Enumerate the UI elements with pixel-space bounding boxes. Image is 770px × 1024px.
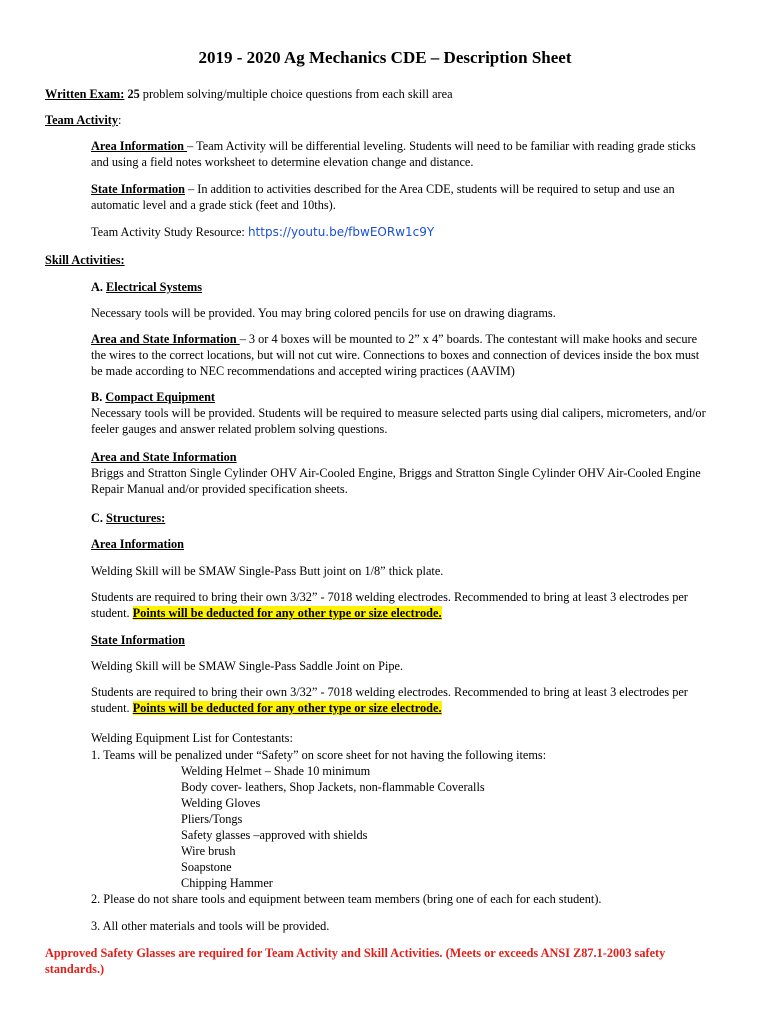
structures-area-req: Students are required to bring their own 3/32” - 7018 welding electrodes. Recommended to bring at least 3 electrodes per [91,590,688,604]
compact-heading: B. Compact Equipment [91,390,216,404]
electrical-heading: A. Electrical Systems [91,280,202,294]
team-state-label: State Information [91,182,185,196]
equipment-list-item: Pliers/Tongs [181,812,243,826]
written-exam-text: problem solving/multiple choice questions from each skill area [139,87,453,101]
team-activity-heading: Team Activity: [45,113,122,127]
team-area-label: Area Information [91,139,188,153]
written-exam-label: Written Exam: [45,87,125,101]
equipment-heading: Welding Equipment List for Contestants: [91,731,293,745]
study-resource-link[interactable]: https://youtu.be/fbwEORw1c9Y [247,225,435,239]
electrical-info: Area and State Information – 3 or 4 boxes will be mounted to 2” x 4” boards. The contestant will make hooks and secure [91,332,698,346]
state-warning-highlight: Points will be deducted for any other type or size electrode. [132,701,442,715]
structures-area-label: Area Information [91,537,185,551]
equipment-list-item: Safety glasses –approved with shields [181,828,368,842]
equipment-list-item: Welding Helmet – Shade 10 minimum [181,764,371,778]
team-state-info-cont: automatic level and a grade stick (feet and 10ths). [91,198,336,212]
equipment-item2: 2. Please do not share tools and equipment between team members (bring one of each for each student). [91,892,602,906]
written-exam-count: 25 [127,87,140,101]
study-resource-label: Team Activity Study Resource: [91,225,248,239]
compact-info-line1: Briggs and Stratton Single Cylinder OHV Air-Cooled Engine, Briggs and Stratton Single Cylinder OHV Air-Cooled Engine [91,466,701,480]
equipment-list-item: Body cover- leathers, Shop Jackets, non-flammable Coveralls [181,780,485,794]
equipment-list-item: Soapstone [181,860,232,874]
equipment-list-item: Welding Gloves [181,796,261,810]
electrical-info-line3: be made according to NEC recommendations and accepted wiring practices (AAVIM) [91,364,515,378]
equipment-list-item: Chipping Hammer [181,876,273,890]
team-area-info-cont: and using a field notes worksheet to determine elevation change and distance. [91,155,474,169]
electrical-tools: Necessary tools will be provided. You may bring colored pencils for use on drawing diagrams. [91,306,556,320]
written-exam-line [45,86,453,102]
structures-area-weld: Welding Skill will be SMAW Single-Pass Butt joint on 1/8” thick plate. [91,564,444,578]
compact-info-line2: Repair Manual and/or provided specification sheets. [91,482,348,496]
study-resource [91,224,434,240]
structures-state-req-cont: student. Points will be deducted for any other type or size electrode. [91,701,442,715]
structures-heading: C. Structures: [91,511,166,525]
safety-notice: Approved Safety Glasses are required for Team Activity and Skill Activities. (Meets or exceeds ANSI Z87.1-2003 safety [45,946,666,960]
equipment-list-item: Wire brush [181,844,236,858]
structures-state-req: Students are required to bring their own 3/32” - 7018 welding electrodes. Recommended to bring at least 3 electrodes per [91,685,688,699]
area-warning-highlight: Points will be deducted for any other type or size electrode. [132,606,442,620]
skill-activities-heading: Skill Activities: [45,253,125,267]
structures-state-weld: Welding Skill will be SMAW Single-Pass Saddle Joint on Pipe. [91,659,404,673]
safety-notice-cont: standards.) [45,962,105,976]
compact-line1: Necessary tools will be provided. Students will be required to measure selected parts using dial calipers, micrometers, and/or [91,406,706,420]
compact-line2: feeler gauges and answer related problem solving questions. [91,422,388,436]
team-area-info: Area Information – Team Activity will be differential leveling. Students will need to be familiar with reading grade sticks [91,139,696,153]
page-title: 2019 - 2020 Ag Mechanics CDE – Description Sheet [198,48,572,67]
structures-area-req-cont: student. Points will be deducted for any other type or size electrode. [91,606,442,620]
compact-info-label: Area and State Information [91,450,237,464]
electrical-info-line2: the wires to the correct locations, but will not cut wire. Connections to boxes and connection of devices inside the box must [91,348,700,362]
team-state-info: State Information – In addition to activities described for the Area CDE, students will be required to setup and use an [91,182,675,196]
electrical-info-label: Area and State Information [91,332,240,346]
equipment-item3: 3. All other materials and tools will be provided. [91,919,330,933]
equipment-item1: 1. Teams will be penalized under “Safety” on score sheet for not having the following items: [91,748,547,762]
structures-state-label: State Information [91,633,185,647]
